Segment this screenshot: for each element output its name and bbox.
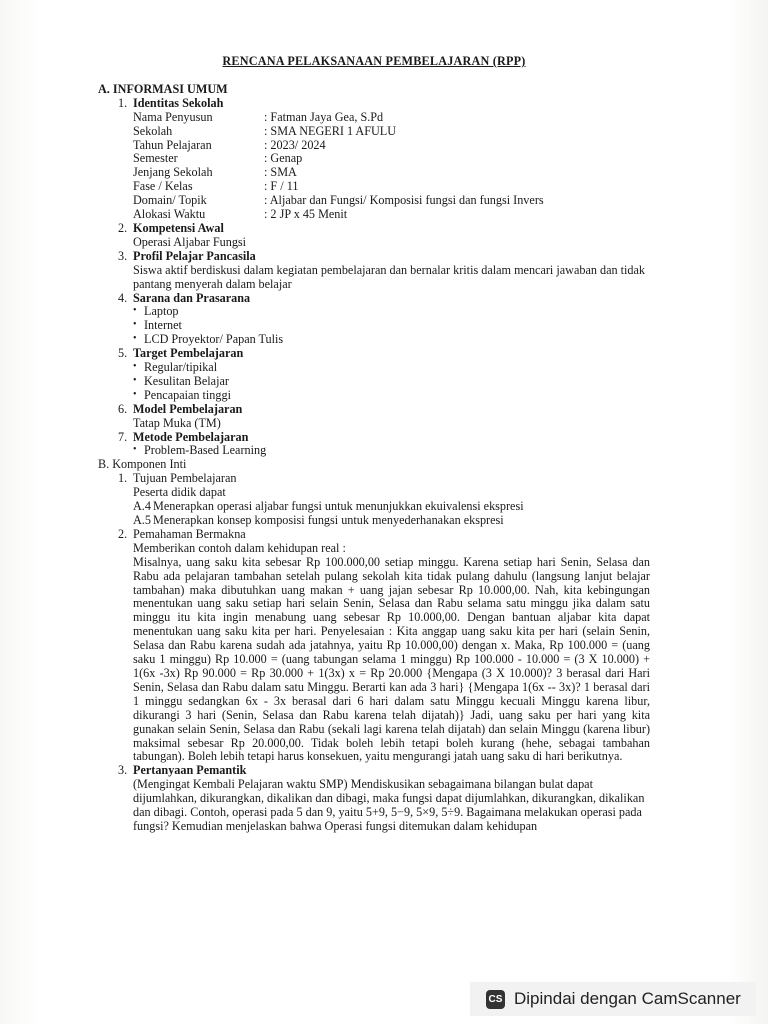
identitas-key: Sekolah [133,123,173,138]
model-heading: Model Pembelajaran [133,401,243,416]
identitas-value: : 2023/ 2024 [264,137,326,152]
identitas-key: Fase / Kelas [133,179,193,194]
pertanyaan-paragraph: (Mengingat Kembali Pelajaran waktu SMP) Mendiskusikan sebagaimana bilangan bulat dapat dijumlahkan, dikurangkan, dikalikan dan dibagi, maka fungsi dapat dijumlahkan, dikurangkan, dikalikan dan dibagi. Contoh, operasi pada 5 dan 9, yaitu 5+9, 5−9, 5×9, 5÷9. Bagaimana melakukan operasi pada fungsi? Kemudian menjelaskan bahwa Operasi fungsi ditemukan dalam kehidupan [133,777,645,833]
kompetensi-heading: Kompetensi Awal [133,220,224,235]
list-item-text: LCD Proyektor/ Papan Tulis [144,332,284,347]
camscanner-watermark [470,982,756,1016]
profil-section [98,250,650,264]
profil-heading: Profil Pelajar Pancasila [133,248,256,263]
list-item-text: Regular/tipikal [144,360,218,375]
list-item [98,389,650,403]
identitas-row [98,194,650,208]
sarana-heading: Sarana dan Prasarana [133,290,251,305]
identitas-row [98,152,650,166]
identitas-value: : Genap [264,151,303,166]
section-a-label: A. [98,81,110,96]
pertanyaan-section [98,764,650,778]
model-num: 6. [118,401,128,416]
profil-text: Siswa aktif berdiskusi dalam kegiatan pembelajaran dan bernalar kritis dalam mencari jawaban dan tidak pantang menyerah dalam belajar [133,262,646,291]
profil-num: 3. [118,248,128,263]
pertanyaan-num: 3. [118,763,128,778]
bullet-icon: • [133,388,137,400]
identitas-row [98,111,650,125]
list-item-text: Problem-Based Learning [144,443,267,458]
identitas-row [98,139,650,153]
identitas-value: : Fatman Jaya Gea, S.Pd [264,109,384,124]
objective-text: Menerapkan konsep komposisi fungsi untuk menyederhanakan ekspresi [153,513,504,527]
kompetensi-num: 2. [118,220,128,235]
camscanner-text: Dipindai dengan CamScanner [514,989,741,1008]
metode-heading: Metode Pembelajaran [133,429,249,444]
target-num: 5. [118,346,128,361]
bullet-icon: • [133,319,137,331]
list-item [98,333,650,347]
objective-item [98,500,650,514]
list-item-text: Pencapaian tinggi [144,387,231,402]
pertanyaan-heading: Pertanyaan Pemantik [133,763,247,778]
target-section [98,347,650,361]
identitas-row [98,180,650,194]
pemahaman-intro: Memberikan contoh dalam kehidupan real : [133,540,346,555]
pemahaman-heading: Pemahaman Bermakna [133,526,246,541]
identitas-key: Jenjang Sekolah [133,165,213,180]
tujuan-num: 1. [118,471,128,486]
identitas-row [98,166,650,180]
section-a-heading [98,83,650,97]
objective-code: A.4 [133,499,151,514]
identitas-key: Semester [133,151,178,166]
rpp-document [98,55,650,834]
objective-item [98,514,650,528]
model-section [98,403,650,417]
document-title: RENCANA PELAKSANAAN PEMBELAJARAN (RPP) [222,54,526,68]
metode-num: 7. [118,429,128,444]
identitas-row [98,125,650,139]
pemahaman-section [98,528,650,542]
bullet-icon: • [133,333,137,345]
sarana-section [98,292,650,306]
identitas-value: : 2 JP x 45 Menit [264,207,348,222]
bullet-icon: • [133,361,137,373]
metode-section [98,431,650,445]
sarana-num: 4. [118,290,128,305]
identitas-value: : SMA [264,165,297,180]
section-b-heading [98,458,650,472]
identitas-value: : Aljabar dan Fungsi/ Komposisi fungsi dan fungsi Invers [264,193,544,208]
identitas-key: Nama Penyusun [133,109,213,124]
identitas-section [98,97,650,111]
list-item-text: Internet [144,318,182,333]
list-item [98,361,650,375]
objective-text: Menerapkan operasi aljabar fungsi untuk menunjukkan ekuivalensi ekspresi [153,499,524,514]
tujuan-section [98,472,650,486]
pemahaman-num: 2. [118,526,128,541]
bullet-icon: • [133,444,137,456]
list-item-text: Laptop [144,304,179,319]
model-text: Tatap Muka (TM) [133,415,221,430]
tujuan-intro: Peserta didik dapat [133,485,226,500]
list-item-text: Kesulitan Belajar [144,373,229,388]
identitas-num: 1. [118,95,128,110]
target-heading: Target Pembelajaran [133,346,244,361]
identitas-key: Domain/ Topik [133,193,207,208]
kompetensi-section [98,222,650,236]
list-item [98,375,650,389]
section-a-title: INFORMASI UMUM [112,81,228,96]
list-item [98,444,650,458]
bullet-icon: • [133,305,137,317]
identitas-key: Tahun Pelajaran [133,137,212,152]
section-b-label: B. [98,457,110,472]
identitas-heading: Identitas Sekolah [133,95,224,110]
list-item [98,319,650,333]
pemahaman-paragraph: Misalnya, uang saku kita sebesar Rp 100.000,00 setiap minggu. Karena setiap hari Senin, Selasa dan Rabu ada pelajaran tambahan setelah pulang sekolah kita tidak pulang dahulu (langsung lanjut belajar tambahan) maka dibutuhkan uang makan + uang jajan sebesar Rp 10.000,00. Nah, kita kebingungan menentukan uang saku setiap hari selain Senin, Selasa dan Rabu selama satu minggu jika dalam satu minggu itu kita ingin menabung uang sebesar Rp 10.000,00. Dengan bantuan aljabar kita dapat menentukan uang saku kita per hari. Penyelesaian : Kita anggap uang saku kita per hari (selain Senin, Selasa dan Rabu karena sudah ada jatahnya, yaitu Rp 10.000,00) dengan x. Maka, Rp 100.000 = (uang saku 1 minggu) Rp 10.000 = (uang tabungan selama 1 minggu) Rp 100.000 - 10.000 = (3 X 10.000) + 1(6x -3x) Rp 90.000 = Rp 30.000 + 1(3x) x = Rp 20.000 {Mengapa (3 X 10.000)? 3 berasal dari Hari Senin, Selasa dan Rabu dalam satu Minggu. Berarti kan ada 3 hari} {Mengapa 1(6x -- 3x)? 1 berasal dari 1 minggu sedangkan 6x - 3x berasal dari 6 hari dalam satu Minggu kecuali Minggu karena libur, dikurangi 3 hari (Senin, Selasa dan Rabu karena telah dijatah)} Jadi, uang saku per hari yang kita gunakan selain Senin, Selasa dan Rabu (sekali lagi karena telah dijatah) dan selain Minggu (karena libur) maksimal sebesar Rp 20.000,00. Tidak boleh lebih tetapi boleh kurang (hehe, sebagai tambahan tabungan). Boleh lebih tetapi harus konsekuen, yaitu mengurangi jatah uang saku di hari berikutnya. [133,554,650,764]
section-b-title: Komponen Inti [112,457,187,472]
identitas-row [98,208,650,222]
identitas-value: : SMA NEGERI 1 AFULU [264,123,397,138]
tujuan-heading: Tujuan Pembelajaran [133,471,237,486]
bullet-icon: • [133,374,137,386]
list-item [98,305,650,319]
camscanner-logo-icon: CS [486,990,505,1009]
kompetensi-text: Operasi Aljabar Fungsi [133,234,247,249]
identitas-value: : F / 11 [264,179,299,194]
objective-code: A.5 [133,513,151,527]
identitas-key: Alokasi Waktu [133,207,206,222]
